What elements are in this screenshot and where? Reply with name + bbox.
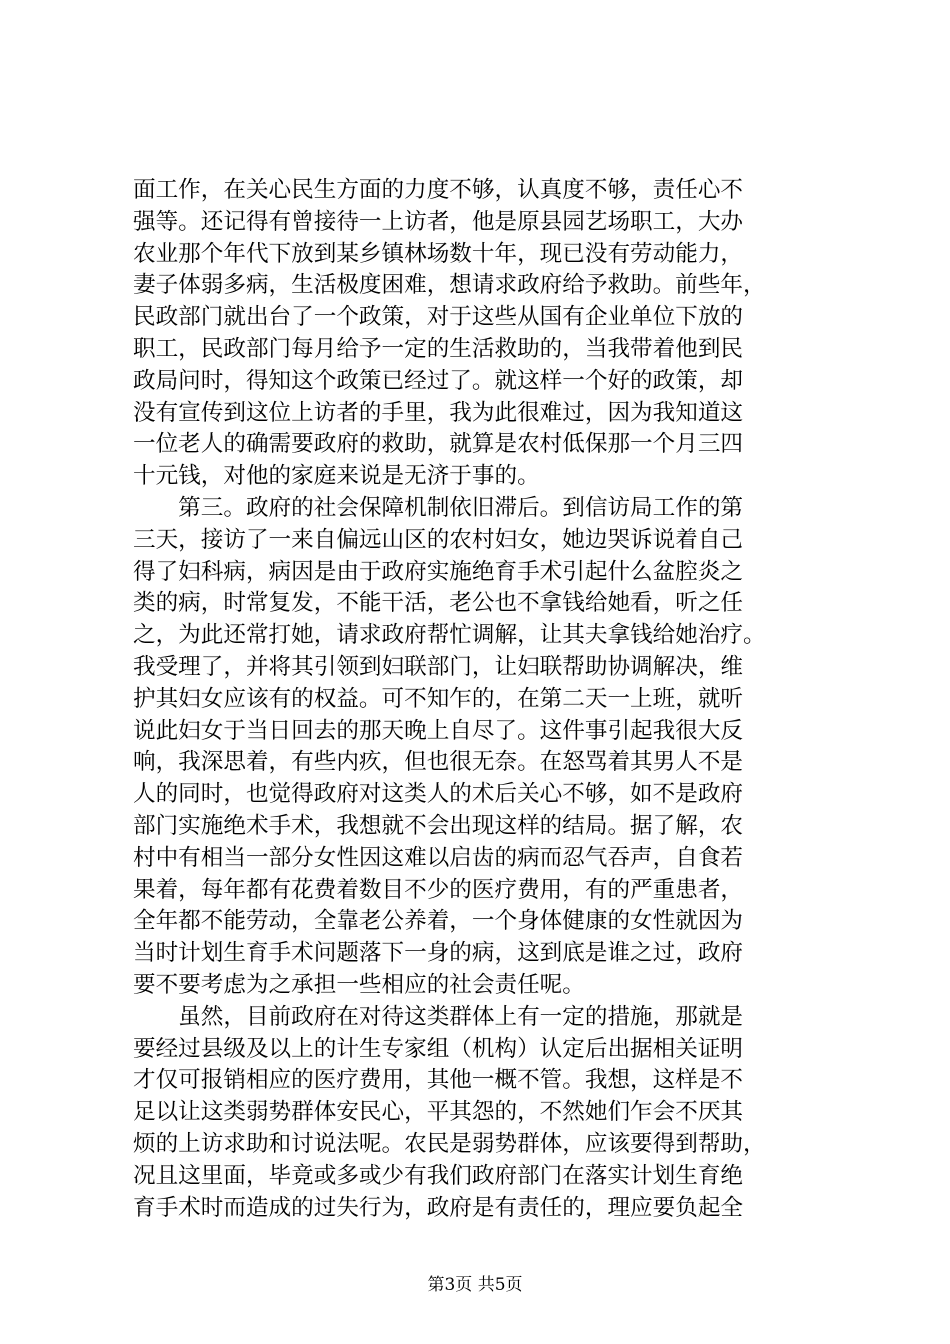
text-line: 况且这里面，毕竟或多或少有我们政府部门在落实计划生育绝 [133, 1162, 744, 1189]
text-line: 足以让这类弱势群体安民心，平其怨的，不然她们乍会不厌其 [133, 1099, 744, 1126]
text-line: 当时计划生育手术问题落下一身的病，这到底是谁之过，政府 [133, 940, 744, 967]
text-line: 职工，民政部门每月给予一定的生活救助的，当我带着他到民 [133, 335, 744, 362]
text-line: 第三。政府的社会保障机制依旧滞后。到信访局工作的第 [133, 494, 744, 521]
page-footer: 第3页 共5页 [427, 1275, 523, 1295]
text-line: 政局问时，得知这个政策已经过了。就这样一个好的政策，却 [133, 367, 744, 394]
text-line: 果着，每年都有花费着数目不少的医疗费用，有的严重患者， [133, 876, 744, 903]
text-line: 村中有相当一部分女性因这难以启齿的病而忍气吞声，自食若 [133, 844, 744, 871]
text-line: 之，为此还常打她，请求政府帮忙调解，让其夫拿钱给她治疗。 [133, 622, 766, 649]
text-line: 人的同时，也觉得政府对这类人的术后关心不够，如不是政府 [133, 781, 744, 808]
text-line: 三天，接访了一来自偏远山区的农村妇女，她边哭诉说着自己 [133, 526, 744, 553]
text-line: 妻子体弱多病，生活极度困难，想请求政府给予救助。前些年， [133, 272, 766, 299]
text-line: 烦的上访求助和讨说法呢。农民是弱势群体，应该要得到帮助， [133, 1130, 766, 1157]
text-line: 护其妇女应该有的权益。可不知乍的，在第二天一上班，就听 [133, 685, 744, 712]
text-line: 类的病，时常复发，不能干活，老公也不拿钱给她看，听之任 [133, 590, 744, 617]
text-line: 面工作，在关心民生方面的力度不够，认真度不够，责任心不 [133, 177, 744, 203]
text-line: 民政部门就出台了一个政策，对于这些从国有企业单位下放的 [133, 304, 744, 331]
text-line: 十元钱，对他的家庭来说是无济于事的。 [133, 463, 540, 490]
text-line: 我受理了，并将其引领到妇联部门，让妇联帮助协调解决，维 [133, 653, 744, 680]
text-line: 要不要考虑为之承担一些相应的社会责任呢。 [133, 971, 585, 998]
text-line: 说此妇女于当日回去的那天晚上自尽了。这件事引起我很大反 [133, 717, 744, 744]
text-line: 才仅可报销相应的医疗费用，其他一概不管。我想，这样是不 [133, 1067, 744, 1094]
body-text [133, 175, 833, 1224]
text-line: 育手术时而造成的过失行为，政府是有责任的，理应要负起全 [133, 1194, 744, 1221]
text-line: 要经过县级及以上的计生专家组（机构）认定后出据相关证明 [133, 1035, 744, 1062]
text-line: 虽然，目前政府在对待这类群体上有一定的措施，那就是 [133, 1003, 744, 1030]
text-line: 农业那个年代下放到某乡镇林场数十年，现已没有劳动能力， [133, 240, 744, 267]
text-line: 强等。还记得有曾接待一上访者，他是原县园艺场职工，大办 [133, 208, 744, 235]
text-line: 一位老人的确需要政府的救助，就算是农村低保那一个月三四 [133, 431, 744, 458]
text-line: 全年都不能劳动，全靠老公养着，一个身体健康的女性就因为 [133, 908, 744, 935]
text-line: 响，我深思着，有些内疚，但也很无奈。在怒骂着其男人不是 [133, 749, 744, 776]
text-line: 没有宣传到这位上访者的手里，我为此很难过，因为我知道这 [133, 399, 744, 426]
text-line: 部门实施绝术手术，我想就不会出现这样的结局。据了解，农 [133, 812, 744, 839]
text-line: 得了妇科病，病因是由于政府实施绝育手术引起什么盆腔炎之 [133, 558, 744, 585]
